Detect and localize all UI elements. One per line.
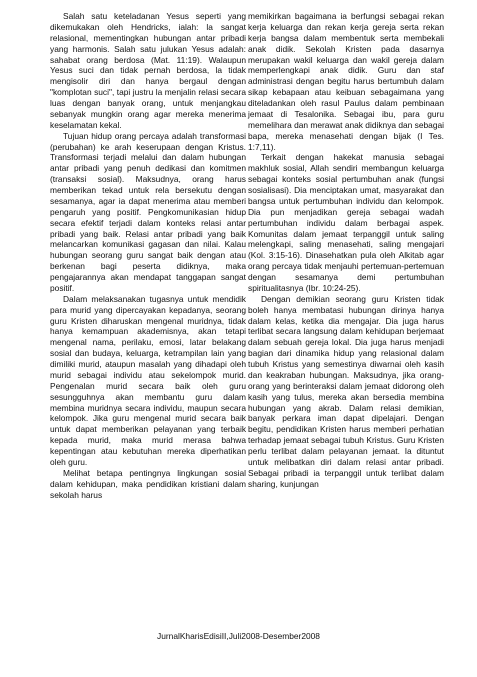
paragraph: memikirkan bagaimana ia berfungsi sebagai rekan kerja keluarga dan rekan kerja gereja serta rekan kerja bangsa dalam membentuk serta membekali anak didik. Sekolah Kristen pada dasarnya merupakan wakil keluarga dan wakil gereja dalam memperlengkapi anak didik. Guru dan staf administrasi dengan begitu harus bertumbuh dalam sikap kebapaan atau keibuan sebagaimana yang diteladankan oleh rasul Paulus dalam pembinaan jemaat di Tesalonika. Sebagai ibu, para guru memelihara dan merawat anak didiknya dan sebagai bapa, mereka menasehati dengan bijak (I Tes. 1:7,11). [248,11,444,152]
page-footer: JurnalKharisEdisiII,Juli2008-Desember2008 [157,631,320,641]
left-text-column [50,11,246,500]
paragraph: Melihat betapa pentingnya lingkungan sosial dalam kehidupan, maka pendidikan kristiani dalam sekolah harus [50,467,246,500]
paragraph: Tujuan hidup orang percaya adalah transformasi (perubahan) ke arah keserupaan dengan Kristus. Transformasi terjadi melalui dan dalam hubungan antar pribadi yang penuh dedikasi dan komitmen (transaksi sosial). Maksudnya, orang harus memberikan tekad untuk rela bersekutu dengan sesamanya, agar ia dapat menerima atau memberi pengaruh yang positif. Pengkomunikasian hidup secara efektif terjadi dalam konteks relasi antar pribadi yang baik. Relasi antar pribadi yang baik melancarkan komunikasi gagasan dan nilai. Kalau hubungan seorang guru sangat baik dengan atau berkenan bagi peserta didiknya, maka pengajarannya akan mendapat tanggapan sangat positif. [50,130,246,293]
paragraph: Salah satu keteladanan Yesus seperti yang dikemukakan oleh Hendricks, ialah: la sangat relasional, mementingkan hubungan antar pribadi yang harmonis. Salah satu julukan Yesus adalah: sahabat orang berdosa (Mat. 11:19). Walaupun Yesus suci dan tidak pernah berdosa, la tidak mengisolir diri dan hanya bergaul dengan "komplotan suci", tapi justru la menjalin relasi secara luas dengan banyak orang, untuk menjangkau sebanyak mungkin orang agar mereka menerima keselamatan kekal. [50,11,246,130]
paragraph: Dengan demikian seorang guru Kristen tidak boleh hanya membatasi hubungan dirinya hanya dalam kelas, ketika dia mengajar. Dia juga harus terlibat secara langsung dalam kehidupan berjemaat dalam sebuah gereja lokal. Dia juga harus menjadi bagian dari dinamika hidup yang relasional dalam tubuh Kristus yang semestinya diwarnai oleh kasih dan keakraban hubungan. Maksudnya, jika orang-orang yang berinteraksi dalam jemaat didorong oleh kasih yang tulus, mereka akan bersedia membina hubungan yang akrab. Dalam relasi demikian, banyak perkara iman dapat dipelajari. Dengan begitu, pendidikan Kristen harus memberi perhatian terhadap jemaat sebagai tubuh Kristus. Guru Kristen perlu terlibat dalam pelayanan jemaat. Ia dituntut untuk melibatkan diri dalam relasi antar pribadi. Sebagai pribadi ia terpanggil untuk terlibat dalam sharing, kunjungan [248,293,444,489]
paragraph: Dalam melaksanakan tugasnya untuk mendidik para murid yang dipercayakan kepadanya, seorang guru Kristen diharuskan mengenal muridnya, tidak hanya kemampuan akademisnya, akan tetapi mengenal nama, perilaku, emosi, latar belakang sosial dan budaya, keluarga, ketrampilan lain yang dimiliki murid, ataupun masalah yang dihadapi oleh murid sebagai individu atau sekelompok murid. Pengenalan murid secara baik oleh guru sesungguhnya akan membantu guru dalam membina muridnya secara individu, maupun secara kelompok. Jika guru mengenal murid secara baik untuk dapat memberikan pelayanan yang terbaik kepada murid, maka murid merasa bahwa kepentingan atau kebutuhan mereka diperhatikan oleh guru. [50,293,246,467]
right-text-column [248,11,444,490]
paragraph: Terkait dengan hakekat manusia sebagai makhluk sosial, Allah sendiri membangun keluarga sebagai konteks sosial pertumbuhan anak (fungsi sosialisasi). Dia menciptakan umat, masyarakat dan bangsa untuk pertumbuhan individu dan kelompok. Dia pun menjadikan gereja sebagai wadah pertumbuhan individu dalam berbagai aspek. Komunitas dalam jemaat terpanggil untuk saling melengkapi, saling menasehati, saling mengajari (Kol. 3:15-16). Dinasehatkan pula oleh Alkitab agar orang percaya tidak menjauhi pertemuan-pertemuan dengan sesamanya demi pertumbuhan spiritualitasnya (Ibr. 10:24-25). [248,152,444,293]
